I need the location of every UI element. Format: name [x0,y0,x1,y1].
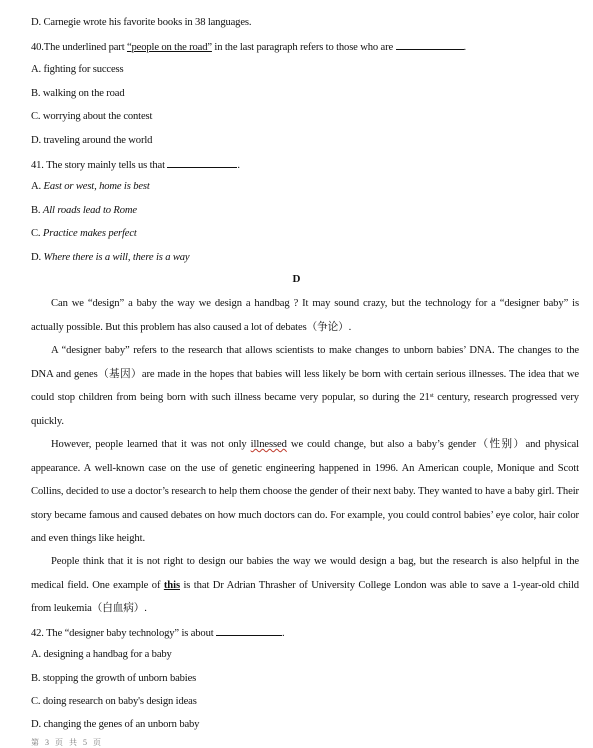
q41-option-b-letter: B. [31,205,43,216]
q42-stem-text: 42. The “designer baby technology” is about [31,628,217,639]
q42-stem-end: . [282,628,285,639]
section-title: D [292,273,301,285]
q40-stem-middle: in the last paragraph refers to those who are [211,42,396,53]
q40-option-b: B. walking on the road [31,88,125,99]
q41-option-d [31,251,189,265]
q41-option-d-letter: D. [31,252,44,263]
q42-option-a: A. designing a handbag for a baby [31,649,172,660]
q41-answer-blank [167,157,237,168]
paragraph-3-text-end: we could change, but also a baby’s gender（性别）and physical appearance. A well-known case on the use of genetic engineering happened in 1996. An American couple, Monique and Scott Collins, decided to use a doctor’s research to help them choose the gender of their next baby. They wanted to have a baby girl. Their story became famous and caused debates on how much doctors can do. For example, you could control babies’ eye color, hair color and even things like height. [31,439,579,544]
q40-stem-start: 40.The underlined part [31,42,127,53]
q40-answer-blank [396,39,464,50]
q39-option-d: D. Carnegie wrote his favorite books in 38 languages. [31,17,252,28]
page-footer: 第 3 页 共 5 页 [31,738,103,747]
q41-option-d-text: Where there is a will, there is a way [43,252,190,263]
q41-stem-end: . [237,160,240,171]
ordinal-superscript: st [429,393,434,399]
q42-stem [31,625,285,641]
paragraph-4-text-start: People think that it is not right to design our babies the way we would design a bag, but the research is also helpful in the medical field. One example of [31,556,579,591]
q40-option-a: A. fighting for success [31,64,124,75]
q41-option-b-text: All roads lead to Rome [42,205,137,216]
misspelled-word: illnessed [250,439,287,450]
q41-option-c-text: Practice makes perfect [42,228,137,239]
q40-stem-end: . [463,42,467,53]
passage-paragraph-2 [31,339,579,433]
q42-answer-blank [216,625,282,636]
q41-option-a-letter: A. [31,181,44,192]
passage-paragraph-3 [31,433,579,551]
q42-option-d: D. changing the genes of an unborn baby [31,719,200,730]
paragraph-3-text-start: However, people learned that it was not only [51,439,251,450]
q41-option-c-letter: C. [31,228,43,239]
q41-option-c [31,227,137,241]
q41-stem [31,157,240,173]
q42-option-b: B. stopping the growth of unborn babies [31,673,197,684]
q41-stem-text: 41. The story mainly tells us that [31,160,168,171]
q41-option-a [31,180,150,194]
q41-option-a-text: East or west, home is best [43,181,150,192]
q40-underlined-phrase: “people on the road” [126,42,212,53]
q42-option-c: C. doing research on baby's design ideas [31,696,197,707]
passage-paragraph-4 [31,550,579,621]
paragraph-1-text: Can we “design” a baby the way we design a handbag ? It may sound crazy, but the technology for a “designer baby” is actually possible. But this problem has also caused a lot of debates（争论）. [31,298,579,333]
q40-stem [31,39,466,55]
q40-option-d: D. traveling around the world [31,135,153,146]
paragraph-4-text-end: is that Dr Adrian Thrasher of University College London was able to save a 1-year-old child from leukemia（白血病）. [31,579,579,614]
q40-option-c: C. worrying about the contest [31,111,153,122]
passage-paragraph-1 [31,292,579,339]
underlined-bold-word: this [163,579,180,591]
paragraph-2-text-start: A “designer baby” refers to the research that allows scientists to make changes to unborn babies’ DNA. The changes to the DNA and genes（基因）are made in the hopes that babies will less likely be born with certain serious illnesses. The idea that we could stop children from being born with such illness became very popular, so during the 21 [31,345,579,403]
paragraph-2-text-end: century, research progressed very quickly. [31,392,579,427]
q41-option-b [31,204,137,218]
